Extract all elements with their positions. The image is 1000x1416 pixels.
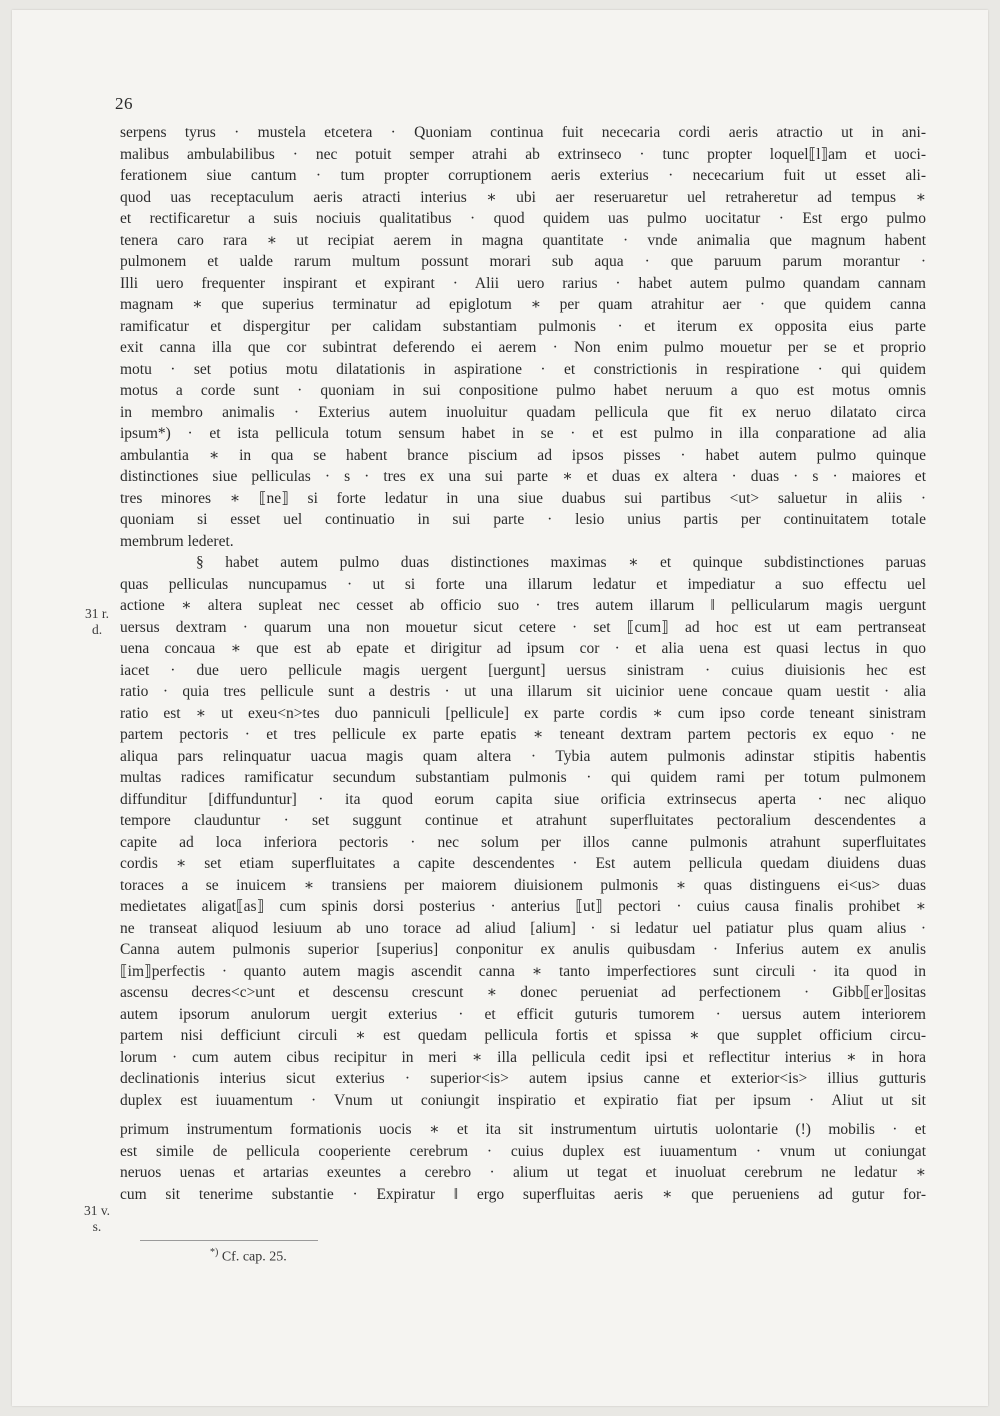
text-line: actione ∗ altera supleat nec cesset ab officio suo · tres autem illarum ‖ pellicularum magis uergunt [120, 597, 926, 614]
text-line: declinationis interius sicut exterius · superior<is> autem ipsius canne et exterior<is> illius gutturis [120, 1070, 926, 1087]
text-line: tres minores ∗ ⟦ne⟧ si forte ledatur in una siue duabus sui partibus <ut> saluetur in aliis · [120, 489, 926, 507]
text-line: distinctiones siue pelliculas · s · tres ex una sui parte ∗ et duas ex altera · duas · s · maiores et [120, 468, 926, 485]
page-number: 26 [115, 94, 133, 113]
text-line: quod uas receptaculum aeris atracti interius ∗ ubi aer reseruaretur uel retraheretur ad tempus ∗ [120, 188, 926, 206]
margin-note-31r [75, 606, 119, 638]
text-line: tempore clauduntur · set suggunt continue et atrahunt superfluitates pectoralium descendentes a [120, 812, 926, 829]
text-line: aliqua pars relinquatur uacua magis quam altera · Tybia autem pulmonis adinstar stipitis habentis [120, 747, 926, 765]
margin-note-folio: 31 r. [84, 606, 109, 621]
text-line: ascensu decres<c>unt et descensu crescunt ∗ donec perueniat ad perfectionem · Gibb⟦er⟧ositas [120, 984, 926, 1001]
footnote-rule [140, 1240, 318, 1241]
text-line: autem ipsorum anulorum uergit exterius · et efficit guturis tumorem · uersus autem interiorem [120, 1005, 926, 1023]
margin-note-31v [75, 1203, 119, 1235]
text-line: et rectificaretur a suis nociuis qualitatibus · quod quidem uas pulmo uocitatur · Est ergo pulmo [120, 210, 926, 227]
text-line: ne transeat aliquod lesiuum ab uno torace ad aliud [alium] · si ledatur uel patiatur plus quam alius · [120, 919, 926, 937]
text-line: neruos uenas et artarias exeuntes a cerebro · alium ut tegat et inuoluat cerebrum ne ledatur ∗ [120, 1164, 926, 1181]
text-line: uersus dextram · quarum una non mouetur sicut cetere · set ⟦cum⟧ ad hoc est ut eam pertranseat [120, 618, 926, 636]
text-line: ratio est ∗ ut exeu<n>tes duo panniculi [pellicule] ex parte cordis ∗ cum ipso corde teneant sinistram [120, 704, 926, 722]
text-line: ratio · quia tres pellicule sunt a destris · ut una illarum sit uicinior uene concaue quam uestit · alia [120, 683, 926, 700]
text-line: pulmonem et ualde rarum multum possunt morari sub aqua · que paruum parum morantur · [120, 253, 926, 270]
text-line: cordis ∗ set etiam superfluitates a capite descendentes · Est autem pellicula quedam diuidens duas [120, 855, 926, 872]
text-line: diffunditur [diffunduntur] · ita quod eorum capita siue orificia extrinsecus aperta · nec aliquo [120, 790, 926, 808]
text-line: tenera caro rara ∗ ut recipiat aerem in magna quantitate · vnde animalia que magnum habent [120, 231, 926, 249]
text-line: Canna autem pulmonis superior [superius] conponitur ex anulis quibusdam · Inferius autem ex anulis [120, 941, 926, 958]
footnote-mark: *) [210, 1247, 219, 1258]
text-line: serpens tyrus · mustela etcetera · Quoniam continua fuit nececaria cordi aeris atractio ut in ani- [120, 124, 926, 141]
margin-note-column: d. [91, 622, 103, 637]
text-line: duplex est iuuamentum · Vnum ut coniungit inspiratio et expiratio fiat per ipsum · Aliut ut sit [120, 1091, 926, 1109]
document-page [12, 10, 988, 1406]
text-line: multas radices ramificatur secundum substantiam pulmonis · qui quidem rami per totum pulmonem [120, 769, 926, 786]
text-line: quoniam si esset uel continuatio in sui parte · lesio unius partis per continuitatem totale [120, 511, 926, 528]
text-line: in membro animalis · Exterius autem inuoluitur quadam pellicula que fit ex neruo dilatato circa [120, 403, 926, 421]
text-line: capite ad loca inferiora pectoris · nec solum per illos canne pulmonis atrahunt superfluitates [120, 833, 926, 851]
text-line: cum sit tenerime substantie · Expiratur ‖ ergo superfluitas aeris ∗ que perueniens ad gutur for- [120, 1185, 926, 1203]
footnote-text: Cf. cap. 25. [221, 1249, 287, 1265]
text-line: toraces a se inuicem ∗ transiens per maiorem diuisionem pulmonis ∗ quas distinguens ei<us> duas [120, 876, 926, 894]
text-line: motu · set potius motu dilatationis in aspiratione · et constrictionis in respiratione · qui quidem [120, 360, 926, 378]
margin-note-folio: 31 v. [83, 1203, 111, 1218]
text-line: est simile de pellicula cooperiente cerebrum · cuius duplex est iuuamentum · vnum ut coniungat [120, 1142, 926, 1160]
body-text [120, 122, 926, 1205]
text-line: medietates aligat⟦as⟧ cum spinis dorsi posterius · anterius ⟦ut⟧ pectori · cuius causa finalis prohibet ∗ [120, 898, 926, 915]
text-line: ramificatur et dispergitur per calidam substantiam pulmonis · et iterum ex opposita eius parte [120, 317, 926, 335]
text-line: partem pectoris · et tres pellicule ex parte epatis ∗ teneant dextram partem pectoris ex equo · ne [120, 726, 926, 743]
margin-note-column: s. [92, 1219, 102, 1234]
text-line: ipsum*) · et ista pellicula totum sensum habet in se · et est pulmo in illa conparatione ad alia [120, 425, 926, 442]
text-line: ⟦im⟧perfectis · quanto autem magis ascendit canna ∗ tanto imperfectiores sunt circuli · ita quod in [120, 962, 926, 980]
text-line: malibus ambulabilibus · nec potuit semper atrahi ab extrinseco · tunc propter loquel⟦l⟧am et uoci- [120, 145, 926, 163]
text-line: motus a corde sunt · quoniam in sui conpositione pulmo habet neruum a quo est motus omnis [120, 382, 926, 399]
text-line: ambulantia ∗ in qua se habent brance piscium ad ipsos pisses · habet autem pulmo quinque [120, 446, 926, 464]
text-line: iacet · due uero pellicule magis uergent [uergunt] uersus sinistram · cuius diuisionis hec est [120, 661, 926, 679]
text-line: quas pelliculas nuncupamus · ut si forte una illarum ledatur et impediatur a suo effectu uel [120, 575, 926, 593]
text-line: partem nisi defficiunt circuli ∗ est quedam pellicula fortis et spissa ∗ que supplet officium circu- [120, 1027, 926, 1044]
text-line: § habet autem pulmo duas distinctiones maximas ∗ et quinque subdistinctiones paruas [196, 554, 926, 571]
text-line: Illi uero frequenter inspirant et expirant · Alii uero rarius · habet autem pulmo quandam cannam [120, 274, 926, 292]
footnote [210, 1247, 287, 1266]
text-line: lorum · cum autem cibus recipitur in meri ∗ illa pellicula cedit ipsi et reflectitur interius ∗ in hora [120, 1048, 926, 1066]
text-line: membrum lederet. [120, 532, 234, 550]
text-line: primum instrumentum formationis uocis ∗ et ita sit instrumentum uirtutis uolontarie (!) mobilis · et [120, 1121, 926, 1138]
text-line: exit canna illa que cor subintrat deferendo ei aerem · Non enim pulmo mouetur per se et proprio [120, 339, 926, 356]
text-line: ferationem siue cantum · tum propter corruptionem aeris exterius · nececarium fuit ut esset ali- [120, 167, 926, 184]
text-line: magnam ∗ que superius terminatur ad epiglotum ∗ per quam atrahitur aer · que quidem canna [120, 296, 926, 313]
text-line: uena concaua ∗ que est ab epate et dirigitur ad ipsum cor · et alia uena est quasi lectus in quo [120, 640, 926, 657]
